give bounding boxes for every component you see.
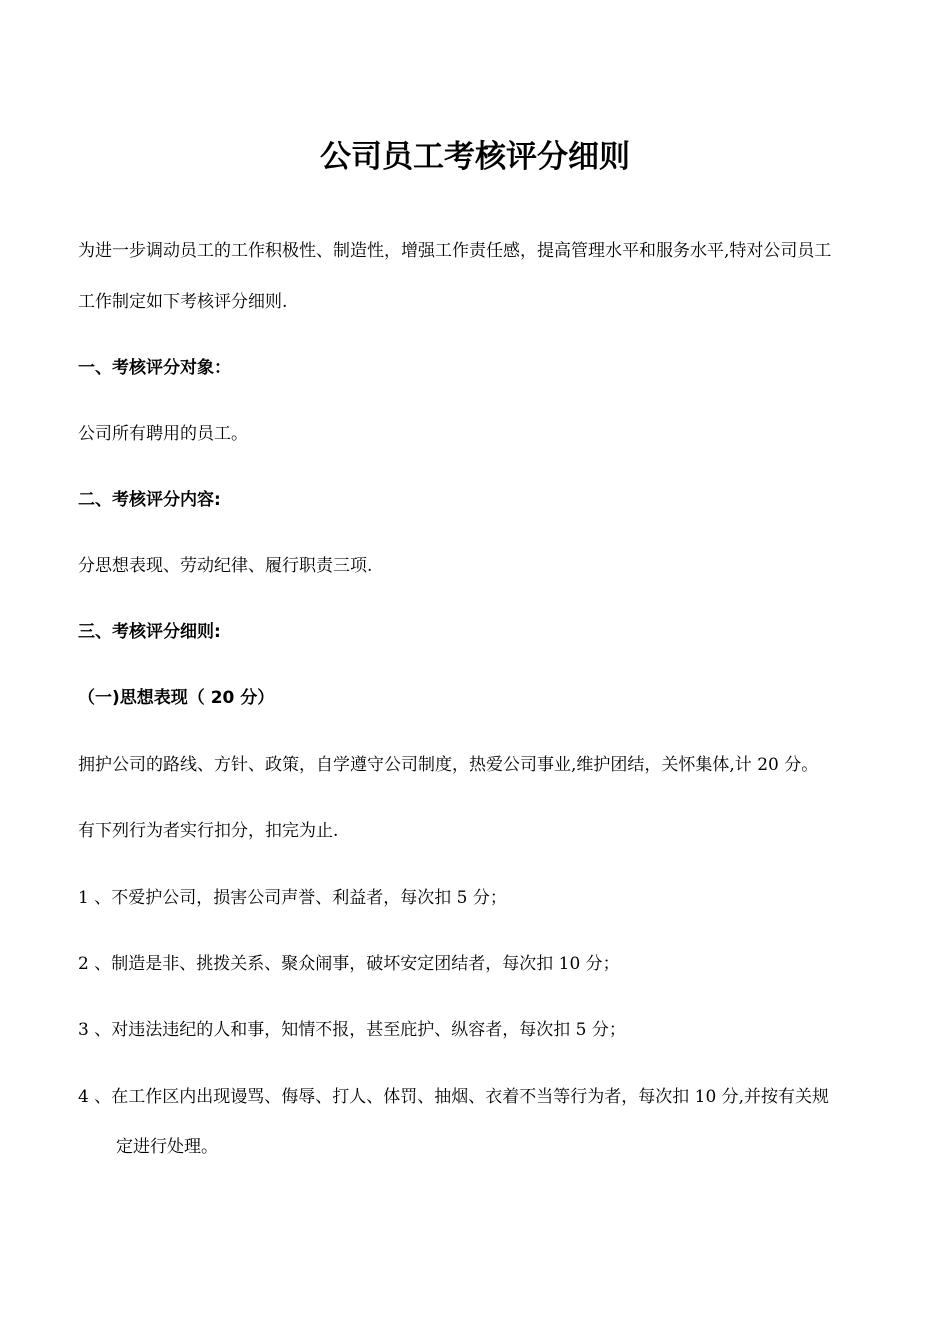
list-item: 3 、对违法违纪的人和事，知情不报，甚至庇护、纵容者，每次扣 5 分； [78, 1020, 626, 1040]
list-item: 4 、在工作区内出现谩骂、侮辱、打人、体罚、抽烟、衣着不当等行为者，每次扣 10 分,并按有关规 [78, 1087, 830, 1107]
subsection-1-heading: （一)思想表现（ 20 分） [78, 688, 275, 708]
list-item: 2 、制造是非、挑拨关系、聚众闹事，破坏安定团结者，每次扣 10 分； [78, 954, 620, 974]
intro-line-2: 工作制定如下考核评分细则. [78, 292, 288, 312]
section-2-body: 分思想表现、劳动纪律、履行职责三项. [78, 556, 373, 576]
section-1-body: 公司所有聘用的员工。 [78, 424, 248, 444]
list-item: 1 、不爱护公司，损害公司声誉、利益者，每次扣 5 分； [78, 888, 507, 908]
section-1-heading: 一、考核评分对象： [78, 358, 231, 378]
document-title: 公司员工考核评分细则 [320, 139, 630, 175]
subsection-1-body: 拥护公司的路线、方针、政策，自学遵守公司制度，热爱公司事业,维护团结，关怀集体,计 20 分。 [78, 755, 819, 775]
list-item-continuation: 定进行处理。 [116, 1137, 218, 1157]
section-3-heading: 三、考核评分细则: [78, 622, 221, 642]
deduction-intro: 有下列行为者实行扣分，扣完为止. [78, 821, 339, 841]
section-2-heading: 二、考核评分内容: [78, 490, 221, 510]
intro-line-1: 为进一步调动员工的工作积极性、制造性，增强工作责任感，提高管理水平和服务水平,特对公司员工 [78, 241, 832, 261]
